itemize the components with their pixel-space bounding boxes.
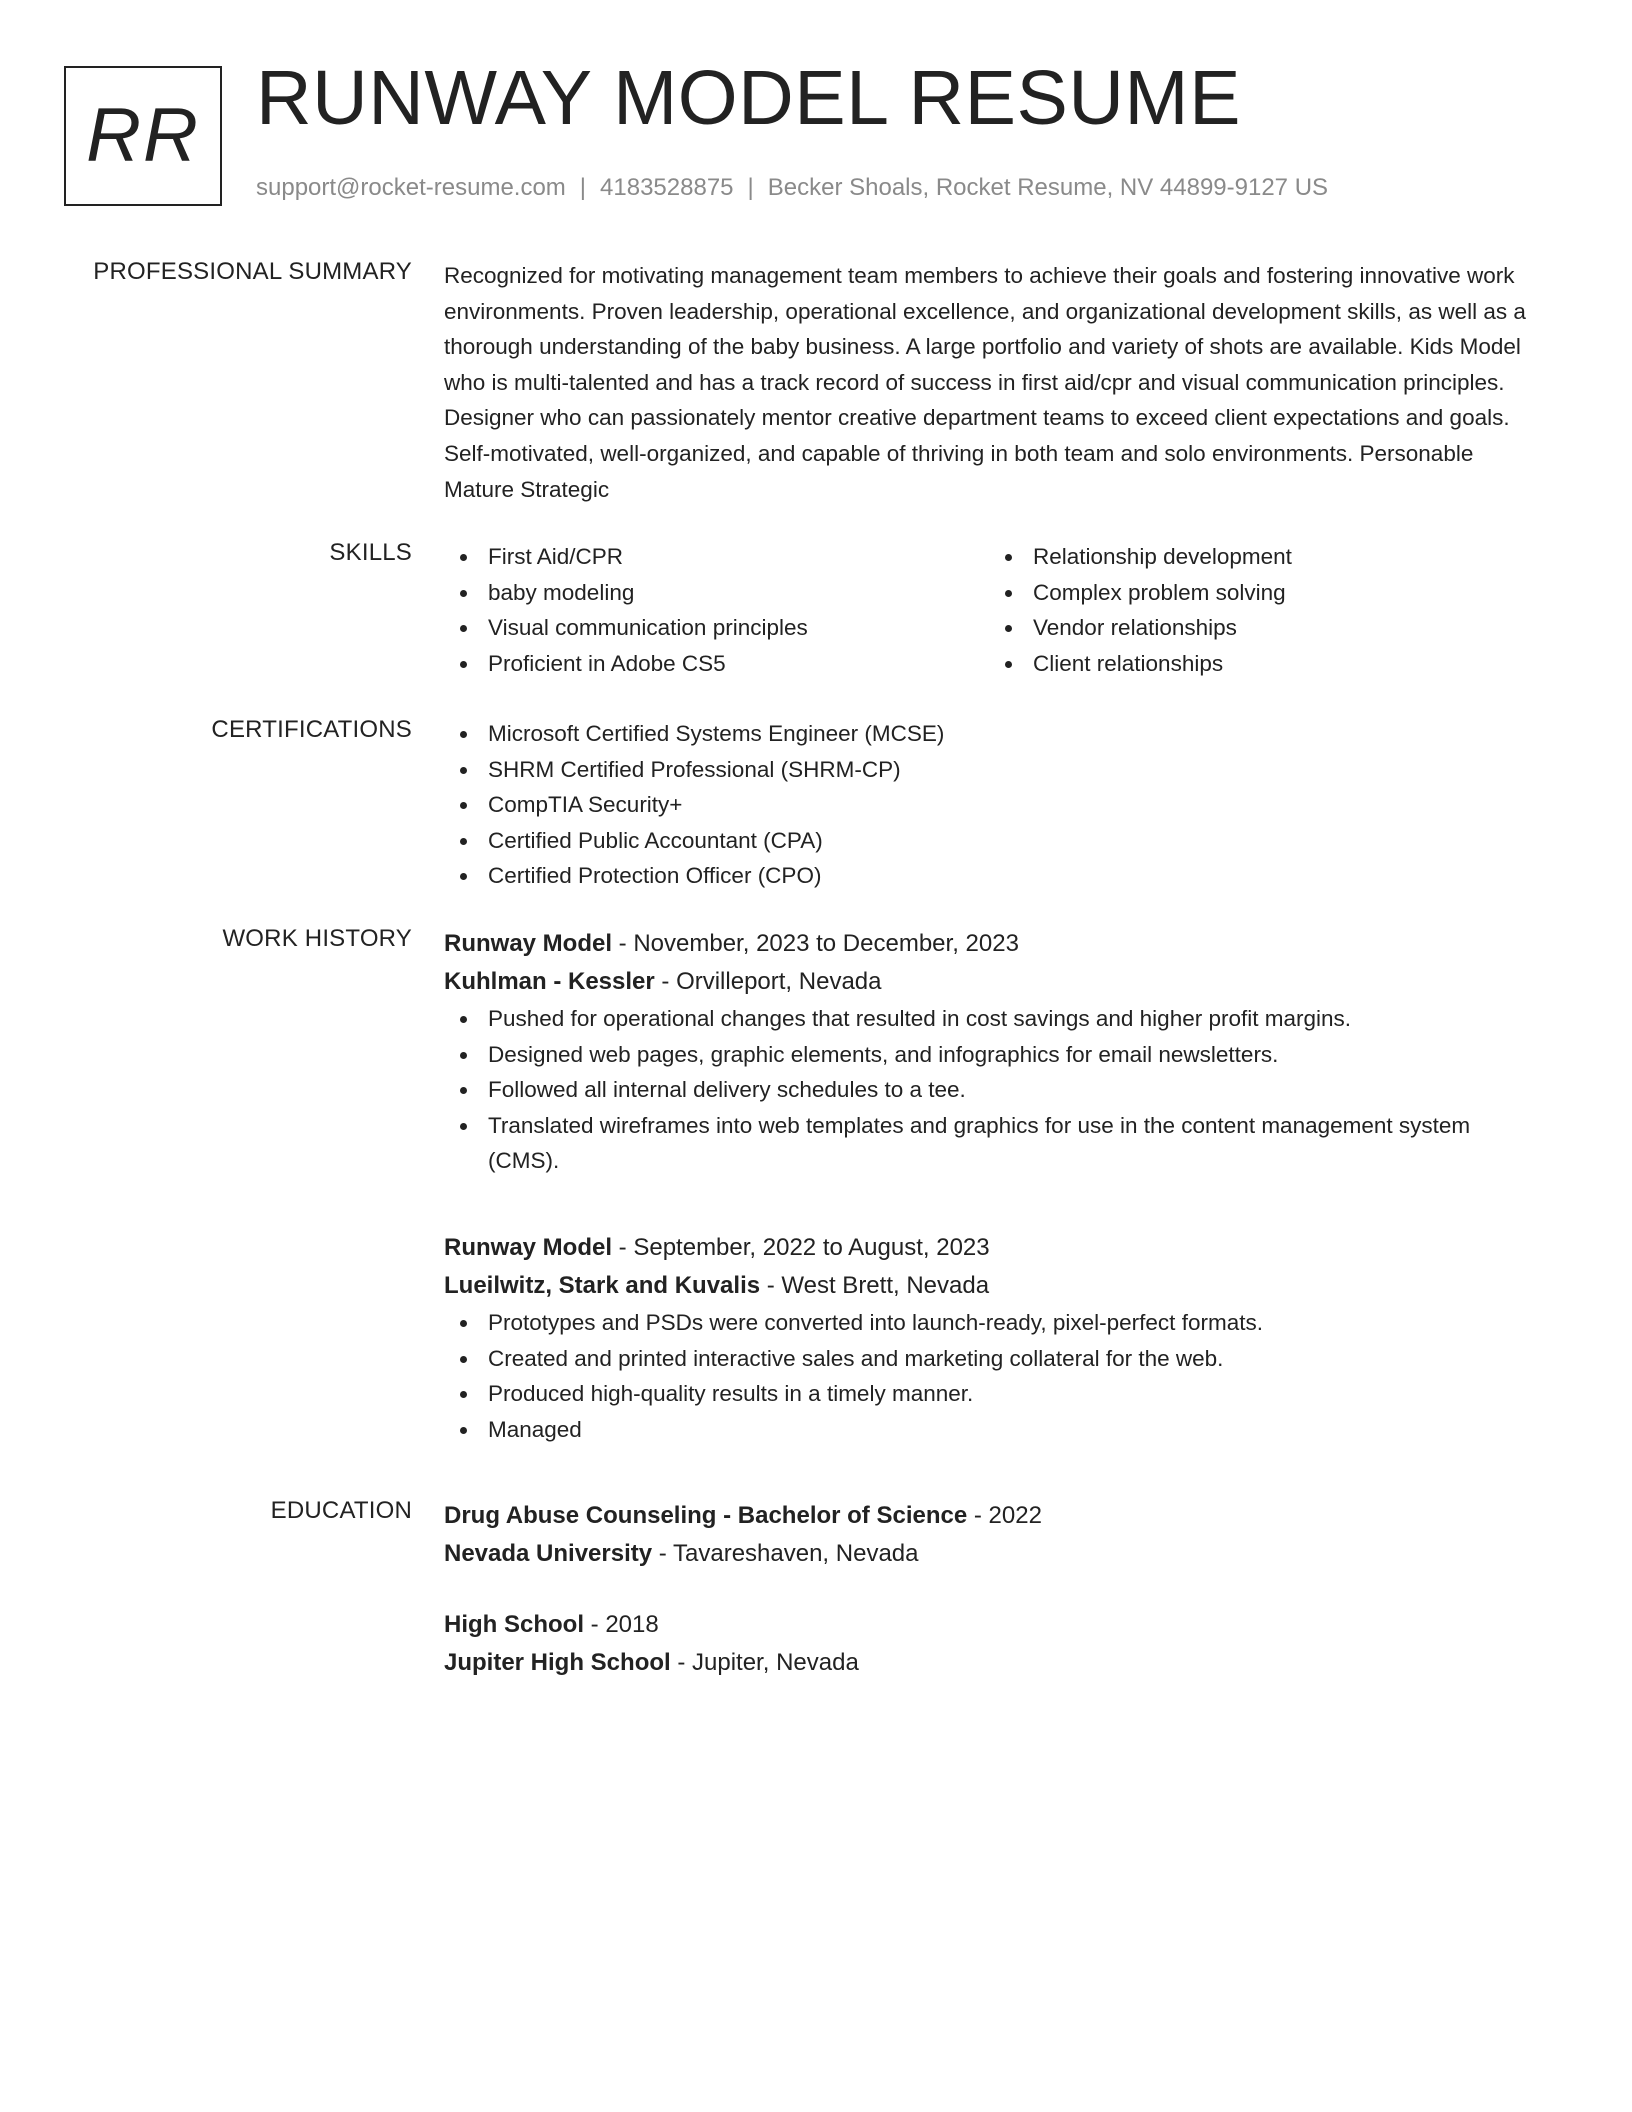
list-item: Visual communication principles [444,610,989,646]
section-label-summary: PROFESSIONAL SUMMARY [93,258,412,285]
section-label-education: EDUCATION [270,1497,412,1524]
education-entry [444,1606,1534,1682]
education-school-line [444,1535,1534,1573]
contact-separator: | [579,174,587,201]
list-item: Proficient in Adobe CS5 [444,646,989,682]
list-item: Created and printed interactive sales and marketing collateral for the web. [444,1341,1534,1377]
list-item: Produced high-quality results in a timely manner. [444,1376,1534,1412]
list-item: Complex problem solving [989,575,1534,611]
education-degree-line [444,1497,1534,1535]
resume-title: RUNWAY MODEL RESUME [256,55,1241,141]
education-location: - Tavareshaven, Nevada [652,1540,919,1567]
skills-list-left [444,539,989,681]
education-degree: Drug Abuse Counseling - Bachelor of Science [444,1502,968,1529]
list-item: SHRM Certified Professional (SHRM-CP) [444,752,1534,788]
job-location: - Orvilleport, Nevada [654,968,882,995]
education-location: - Jupiter, Nevada [670,1649,859,1676]
list-item: Relationship development [989,539,1534,575]
education-year: - 2018 [584,1611,659,1638]
list-item: Microsoft Certified Systems Engineer (MCSE) [444,716,1534,752]
job-title-line [444,925,1534,963]
education-school: Nevada University [444,1540,653,1567]
job-company-line [444,1267,1534,1305]
list-item: Certified Public Accountant (CPA) [444,823,1534,859]
list-item: Prototypes and PSDs were converted into launch-ready, pixel-perfect formats. [444,1305,1534,1341]
monogram-initials: RR [86,93,200,178]
list-item: Followed all internal delivery schedules to a tee. [444,1072,1534,1108]
skills-body [444,539,1534,681]
contact-separator: | [747,174,754,201]
contact-phone: 4183528875 [600,174,734,201]
job-entry [444,1229,1534,1447]
job-bullets [444,1305,1534,1447]
job-title: Runway Model [444,1234,613,1261]
list-item: CompTIA Security+ [444,787,1534,823]
list-item: Client relationships [989,646,1534,682]
list-item: First Aid/CPR [444,539,989,575]
monogram-box [64,66,222,206]
list-item: Certified Protection Officer (CPO) [444,858,1534,894]
contact-email: support@rocket-resume.com [256,174,566,201]
section-label-certifications: CERTIFICATIONS [211,716,412,743]
education-school-line [444,1644,1534,1682]
certifications-body [444,716,1534,894]
education-entry [444,1497,1534,1573]
job-title-line [444,1229,1534,1267]
education-degree-line [444,1606,1534,1644]
job-location: - West Brett, Nevada [760,1272,990,1299]
job-company: Kuhlman - Kessler [444,968,655,995]
job-dates: - September, 2022 to August, 2023 [612,1234,990,1261]
job-dates: - November, 2023 to December, 2023 [612,930,1019,957]
list-item: Designed web pages, graphic elements, and infographics for email newsletters. [444,1037,1534,1073]
job-company: Lueilwitz, Stark and Kuvalis [444,1272,761,1299]
skills-list-right [989,539,1534,681]
summary-text: Recognized for motivating management team members to achieve their goals and fostering innovative work environments. Proven leadership, operational excellence, and organizational development skills, as well as a thorough understanding of the baby business. A large portfolio and variety of shots are available. Kids Model who is multi-talented and has a track record of success in first aid/cpr and visual communication principles. Designer who can passionately mentor creative department teams to exceed client expectations and goals. Self-motivated, well-organized, and capable of thriving in both team and solo environments. Personable Mature Strategic [444,263,1526,502]
list-item: Managed [444,1412,1534,1448]
section-label-work-history: WORK HISTORY [222,925,412,952]
education-school: Jupiter High School [444,1649,671,1676]
certifications-list [444,716,1534,894]
list-item: Vendor relationships [989,610,1534,646]
list-item: baby modeling [444,575,989,611]
job-title: Runway Model [444,930,613,957]
job-company-line [444,963,1534,1001]
list-item: Pushed for operational changes that resulted in cost savings and higher profit margins. [444,1001,1534,1037]
education-degree: High School [444,1611,584,1638]
section-label-skills: SKILLS [329,539,412,566]
list-item: Translated wireframes into web templates and graphics for use in the content management system (CMS). [444,1108,1534,1179]
summary-body [444,258,1534,507]
contact-address: Becker Shoals, Rocket Resume, NV 44899-9127 US [767,174,1329,201]
job-entry [444,925,1534,1179]
job-bullets [444,1001,1534,1179]
education-year: - 2022 [967,1502,1042,1529]
contact-line [256,174,1328,202]
